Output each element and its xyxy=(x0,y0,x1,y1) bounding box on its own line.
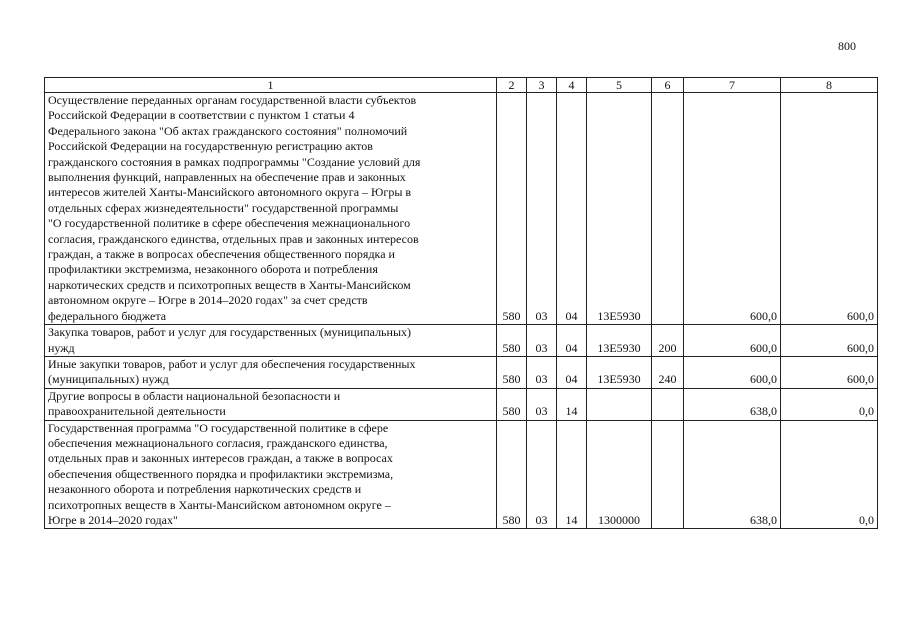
description-line: незаконного оборота и потребления наркотических средств и xyxy=(48,482,362,497)
description-line: "О государственной политике в сфере обеспечения межнационального xyxy=(48,216,411,231)
description-line: нужд xyxy=(48,340,75,355)
cell-subsection: 04 xyxy=(557,93,587,325)
cell-amount: 638,0 xyxy=(684,420,781,529)
description-line: выполнения функций, направленных на обеспечение прав и законных xyxy=(48,170,406,185)
column-header-1: 1 xyxy=(45,78,497,93)
cell-description xyxy=(45,388,497,420)
cell-description xyxy=(45,356,497,388)
description-line: Государственная программа "О государственной политике в сфере xyxy=(48,420,389,435)
cell-amount: 600,0 xyxy=(684,93,781,325)
description-line: Иные закупки товаров, работ и услуг для обеспечения государственных xyxy=(48,356,416,371)
cell-subsection: 14 xyxy=(557,420,587,529)
cell-section: 03 xyxy=(527,388,557,420)
cell-description xyxy=(45,325,497,357)
cell-section: 03 xyxy=(527,420,557,529)
cell-target-article: 13Е5930 xyxy=(587,93,652,325)
description-line: гражданского состояния в рамках подпрограммы "Создание условий для xyxy=(48,154,421,169)
cell-expense-type xyxy=(652,93,684,325)
cell-target-article: 1300000 xyxy=(587,420,652,529)
description-line: федерального бюджета xyxy=(48,308,167,323)
description-line: психотропных веществ в Ханты-Мансийском автономном округе – xyxy=(48,497,391,512)
description-line: Другие вопросы в области национальной безопасности и xyxy=(48,388,341,403)
cell-amount-federal: 600,0 xyxy=(781,356,878,388)
table-header xyxy=(45,78,878,93)
cell-section: 03 xyxy=(527,93,557,325)
column-header-5: 5 xyxy=(587,78,652,93)
cell-amount-federal: 600,0 xyxy=(781,325,878,357)
cell-description xyxy=(45,93,497,325)
column-header-3: 3 xyxy=(527,78,557,93)
cell-amount: 638,0 xyxy=(684,388,781,420)
cell-amount: 600,0 xyxy=(684,356,781,388)
cell-amount-federal: 600,0 xyxy=(781,93,878,325)
cell-section: 03 xyxy=(527,325,557,357)
cell-ministry-code: 580 xyxy=(497,420,527,529)
description-line: отдельных сферах жизнедеятельности" государственной программы xyxy=(48,200,399,215)
table-row xyxy=(45,420,878,529)
cell-ministry-code: 580 xyxy=(497,356,527,388)
description-line: согласия, гражданского единства, отдельных прав и законных интересов xyxy=(48,231,419,246)
description-line: Осуществление переданных органам государственной власти субъектов xyxy=(48,93,417,107)
cell-expense-type: 240 xyxy=(652,356,684,388)
cell-subsection: 04 xyxy=(557,325,587,357)
cell-description xyxy=(45,420,497,529)
cell-subsection: 14 xyxy=(557,388,587,420)
description-line: (муниципальных) нужд xyxy=(48,372,169,387)
cell-subsection: 04 xyxy=(557,356,587,388)
cell-amount-federal: 0,0 xyxy=(781,388,878,420)
table-row xyxy=(45,356,878,388)
description-line: профилактики экстремизма, незаконного оборота и потребления xyxy=(48,262,378,277)
description-line: граждан, а также в вопросах обеспечения общественного порядка и xyxy=(48,247,395,262)
column-header-7: 7 xyxy=(684,78,781,93)
cell-target-article xyxy=(587,388,652,420)
table-body xyxy=(45,93,878,529)
page-number: 800 xyxy=(838,39,856,53)
description-line: Федерального закона "Об актах гражданского состояния" полномочий xyxy=(48,123,408,138)
description-line: правоохранительной деятельности xyxy=(48,404,226,419)
description-line: Российской Федерации на государственную регистрацию актов xyxy=(48,139,373,154)
column-header-8: 8 xyxy=(781,78,878,93)
description-line: обеспечения общественного порядка и профилактики экстремизма, xyxy=(48,466,394,481)
cell-ministry-code: 580 xyxy=(497,388,527,420)
cell-expense-type: 200 xyxy=(652,325,684,357)
cell-target-article: 13Е5930 xyxy=(587,325,652,357)
description-line: Закупка товаров, работ и услуг для государственных (муниципальных) xyxy=(48,325,412,340)
description-line: автономном округе – Югре в 2014–2020 годах" за счет средств xyxy=(48,293,368,308)
table-row xyxy=(45,93,878,325)
description-line: наркотических средств и психотропных веществ в Ханты-Мансийском xyxy=(48,277,411,292)
table-row xyxy=(45,325,878,357)
cell-section: 03 xyxy=(527,356,557,388)
cell-ministry-code: 580 xyxy=(497,325,527,357)
header-row xyxy=(45,78,878,93)
cell-target-article: 13Е5930 xyxy=(587,356,652,388)
cell-amount: 600,0 xyxy=(684,325,781,357)
column-header-2: 2 xyxy=(497,78,527,93)
budget-table xyxy=(44,77,878,529)
table-row xyxy=(45,388,878,420)
description-line: Югре в 2014–2020 годах" xyxy=(48,512,178,527)
cell-expense-type xyxy=(652,420,684,529)
description-line: отдельных прав и законных интересов граждан, а также в вопросах xyxy=(48,451,393,466)
column-header-4: 4 xyxy=(557,78,587,93)
description-line: Российской Федерации в соответствии с пунктом 1 статьи 4 xyxy=(48,108,355,123)
description-line: обеспечения межнационального согласия, гражданского единства, xyxy=(48,435,388,450)
cell-ministry-code: 580 xyxy=(497,93,527,325)
description-line: интересов жителей Ханты-Мансийского автономного округа – Югры в xyxy=(48,185,412,200)
cell-expense-type xyxy=(652,388,684,420)
cell-amount-federal: 0,0 xyxy=(781,420,878,529)
column-header-6: 6 xyxy=(652,78,684,93)
